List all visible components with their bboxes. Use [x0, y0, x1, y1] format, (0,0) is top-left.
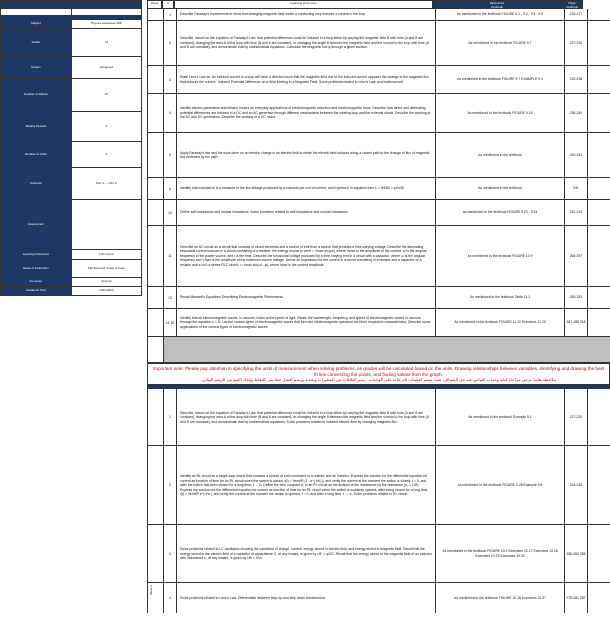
row-outcome: Recall Maxwell's Equations Describing Electromagnetic Phenomena.: [177, 287, 436, 308]
table-row: [147, 178, 610, 200]
row-number: 13: [164, 287, 177, 308]
info-value: 12: [71, 29, 141, 57]
row-pages: 241: [565, 178, 588, 199]
row-resources: As mentioned in the textbook Example 9.1: [436, 389, 565, 445]
row-pages: 226-227: [565, 9, 588, 20]
info-key: Number of Weeks: [1, 79, 72, 112]
row-number: 6: [164, 178, 177, 199]
info-value: 15: [71, 79, 141, 112]
info-value: 6: [71, 112, 141, 142]
left-header-bar: [0, 0, 142, 8]
header-pages: Page Textbook: [561, 0, 583, 9]
info-value: 2023-2024: [71, 287, 141, 296]
table-row: [147, 389, 610, 446]
row-outcome: Identify that all electromagnetic waves, in vacuum, travel at the speed of light. Relate the wavelength, frequency, and speed of electromagnetic waves in vacuum through the equation c = λf. List the various types of electromagnetic waves that form the electromagnetic spectrum and their respective characteristics. Describe some applications of the various types of electromagnetic waves.: [177, 309, 436, 336]
table-row: [147, 94, 610, 133]
info-key: Subject: [1, 20, 72, 29]
info-value: 3: [71, 142, 141, 168]
info-value: LOs Count: [71, 250, 141, 260]
row-number: 3: [164, 66, 177, 93]
info-key: Academic Year: [1, 287, 72, 296]
info-key: Learning Outcomes: [1, 250, 72, 260]
info-key: Mode of Instruction: [1, 260, 72, 278]
row-outcome: Identify that inductance is a measure of the flux linkage produced by a solenoid per unit of current, and express it in equation form L = NΦB/i = μ0n²lA.: [177, 178, 436, 199]
table-row: [147, 21, 610, 66]
row-resources: As mentioned in the textbook FIGURE 9.23 - 9.24: [436, 200, 565, 225]
info-key: [1, 9, 72, 16]
row-resources: As mentioned in the textbook: [436, 133, 565, 177]
row-outcome: Solve problems related to Lenz's Law. Differentiate between step up and step down transformers.: [177, 583, 436, 613]
row-number: 3: [164, 525, 177, 582]
info-value: Advanced: [71, 57, 141, 79]
row-outcome: Define self-inductance and mutual inductance. Solve problems related to self-inductance and mutual inductance.: [177, 200, 436, 225]
row-number: 2: [164, 21, 177, 65]
row-number: 10: [164, 200, 177, 225]
row-number: 14 15: [164, 309, 177, 336]
table-row: [147, 200, 610, 226]
row-outcome: Describe, based on the equation of Faraday's Law, that potential difference could be induced in a loop either by varying the magnetic field B with time (A and θ are constant), changing the area A of the loop with time (B and θ are constant), or changing the angle θ between the magnetic field and the normal to the loop with time (A and B are constant), and demonstrate that by mathematical equations. Solve problems related to induced electric field by changing magnetic flux.: [177, 389, 436, 445]
row-pages: 242-244: [565, 200, 588, 225]
row-outcome: Describe an AC circuit as a circuit that consists of circuit elements and a source of emf from a source that provides a time-varying voltage. Describe the alternating sinusoidal current induced in a circuit consisting of a resistor; the energy source is vemf = Vmax sin(ωt), where Vmax is the amplitude of the current, ω is the angular frequency of the power source, and t is the time. Describe the sinusoidal voltage produced by a time-varying emf in a circuit with a capacitor, where ω is the angular frequency and Vmax is the amplitude of the maximum source voltage. Derive an expression for the current in a circuit consisting of a resistor and a capacitor or a resistor and a coil; a series RLC circuit: i = Imax sin(ωt - φ), where Imax is the current amplitude.: [177, 226, 436, 286]
row-resources: As mentioned in the textbook FIGURE 9.16: [436, 94, 565, 132]
row-pages: 244-248: [565, 446, 588, 524]
table-row: [147, 9, 610, 21]
info-key: Number of Units: [1, 142, 72, 168]
table-row: [147, 226, 610, 287]
row-number: 1: [164, 9, 177, 20]
week-label: Week 6: [149, 585, 153, 596]
course-info-table: [0, 8, 142, 296]
row-number: 5: [164, 133, 177, 177]
table-row: [147, 446, 610, 525]
row-outcome: State Lenz's Law as 'An induced current in a loop will have a direction such that the magnetic field due to the induced current opposes the change in the magnetic flux that induces the current.' Induced Potential Difference on a Wire Moving in a Magnetic Field. Solve problems related to Lenz's Law, and motional emf.: [177, 66, 436, 93]
row-outcome: Solve problems related to LC oscillation showing the variations of charge, current, energy stored in electric field, and energy stored in magnetic field. Recall that the energy stored in the electric field of a capacitor of capacitance C, at any instant, is given by UE = q²/2C. Recall that the energy stored in the magnetic field of an inductor with inductance L, at any instant, is given by UB = ½Li².: [177, 525, 436, 582]
notice-arabic: ملاحظة هامة: يرجى مراعاة كتابة وحدات القياس عند حل المسائل، حيث سيتم احتساب الدرجات على الوحدات. رسم العلاقات بين المتغيرات وتحديد ورسم أفضل خط يمر بالنقاط وإيجاد القيم من الرسم البياني.: [201, 377, 556, 383]
row-pages: 256-260 285: [565, 525, 588, 582]
table-row: [147, 525, 610, 583]
important-notice: [147, 363, 610, 385]
info-key: Stream: [1, 57, 72, 79]
info-value: Second: [71, 278, 141, 287]
info-key: Assessment: [1, 200, 72, 250]
info-value: [71, 200, 141, 250]
info-key: Weekly Periods: [1, 112, 72, 142]
section-term: [147, 9, 610, 363]
row-resources: As mentioned in the textbook FIGURE 10.16 Exercises 10.37: [436, 583, 565, 613]
row-pages: 264-267: [565, 226, 588, 286]
info-key: Semester: [1, 278, 72, 287]
info-value: [71, 9, 141, 16]
row-outcome: Describe, based on the equation of Faraday's Law, that potential difference could be induced in a loop either by varying the magnetic field B with time (A and θ are constant), changing the area A of the loop with time (B and θ are constant), or changing the angle θ between the magnetic field and the normal to the loop with time (A and B are constant), and demonstrate that by mathematical equations. Calculate the magnetic flux φ through a given surface.: [177, 21, 436, 65]
row-resources: As mentioned in the textbook FIGURE 9.7 EXAMPLE 9.4: [436, 66, 565, 93]
notice-english: Important note: Please pay attention to specifying the units of measurement when solving problems, as grades will be calculated based on the units. Drawing relationships between variables, identifying and drawing the best fit line connecting the points, and finding values from the graph.: [152, 366, 605, 377]
info-value: Physics Advanced 12B: [71, 20, 141, 29]
header-resources: Resources Textbook: [433, 0, 561, 9]
row-number: 4: [164, 583, 177, 613]
row-pages: 240-241: [565, 133, 588, 177]
row-resources: As mentioned in the textbook FIGURE 9.28 Example 9.5: [436, 446, 565, 524]
table-row: [147, 287, 610, 309]
row-pages: 287-288 318: [565, 309, 588, 336]
row-pages: 232-236: [565, 66, 588, 93]
row-number: 4: [164, 94, 177, 132]
row-pages: 227-230: [565, 21, 588, 65]
row-pages: 227-230: [565, 389, 588, 445]
info-value: Part 1 — Part 2: [71, 168, 141, 200]
row-pages: 236-240: [565, 94, 588, 132]
header-outcome: Learning Outcomes: [174, 0, 433, 9]
row-number: 2: [164, 446, 177, 524]
row-resources: As mentioned in the textbook FIGURE 11.10 Exercises 11.25: [436, 309, 565, 336]
row-outcome: Identify an RL circuit as a single-loop circuit that contains a source of emf connected to a resistor and an inductor. Express the solution for the differential equation for current as function of time for an RL circuit when the switch is closed, i(t) = Vemf/R (1 - e^(-t/τL)), and verify the current at the moment the switch is closed, t = 0, and after the switch has been closed for a long time, t → ∞. Define the time constant τL of an RL circuit as the division of the inductance by the resistance (τL = L/R). Express the solution for the differential equation for current as function of time for an RL circuit when the switch is suddenly opened, after being closed for a long time, i(t) = Vemf/R e^(-t/τL), and verify the current at the moment the switch is opened, t = 0, and after a long time, t → ∞. Solve problems related to RL circuit.: [177, 446, 436, 524]
info-key: Textbook: [1, 168, 72, 200]
schedule-table: [147, 0, 610, 613]
table-row: [147, 583, 610, 613]
row-number: 1: [164, 389, 177, 445]
row-resources: As mentioned in the textbook FIGURE 10.2 Exercises 10.27 Exercises 10.28 Exercises 10.29 Exercises 10.30: [436, 525, 565, 582]
info-key: Grade: [1, 29, 72, 57]
table-row: [147, 133, 610, 178]
table-header: [147, 0, 610, 9]
row-resources: As mentioned in the textbook FIGURE 10.9: [436, 226, 565, 286]
info-value: Self Directed / Face to Face: [71, 260, 141, 278]
row-pages: 275-281 287: [565, 583, 588, 613]
row-number: 11: [164, 226, 177, 286]
row-resources: As mentioned in the textbook FIGURE 9.7: [436, 21, 565, 65]
row-resources: As mentioned in the textbook Table 11.1: [436, 287, 565, 308]
row-outcome: Identify electric generators and electric motors as everyday applications of electromagnetic induction and electromagnetic force. Describe how direct and alternating potential differences are induced in a DC and an AC generator through different mechanisms between the rotating loop and the external circuit. Describe the working of the AC and DC generators. Describe the working of a DC motor.: [177, 94, 436, 132]
section-week-5: [147, 389, 610, 613]
table-row: [147, 66, 610, 94]
table-row-empty: [147, 337, 610, 363]
course-info-panel: [0, 0, 142, 620]
row-outcome: Describe Faraday's experiments to show that changing magnetic field inside a conducting loop induces a current in the loop.: [177, 9, 436, 20]
row-resources: As mentioned in the textbook FIGURE 9.1 - 9.2 - 9.4 - 9.5: [436, 9, 565, 20]
header-week: Week: [147, 0, 162, 9]
row-resources: As mentioned in the textbook: [436, 178, 565, 199]
row-pages: 280-283: [565, 287, 588, 308]
header-num: #: [162, 0, 174, 9]
row-outcome: Apply Faraday's law and the work done on an electric charge in an electric field to relate the electric field induced along a closed path to the change of flux of magnetic flux encircled by the path.: [177, 133, 436, 177]
table-row: [147, 309, 610, 337]
